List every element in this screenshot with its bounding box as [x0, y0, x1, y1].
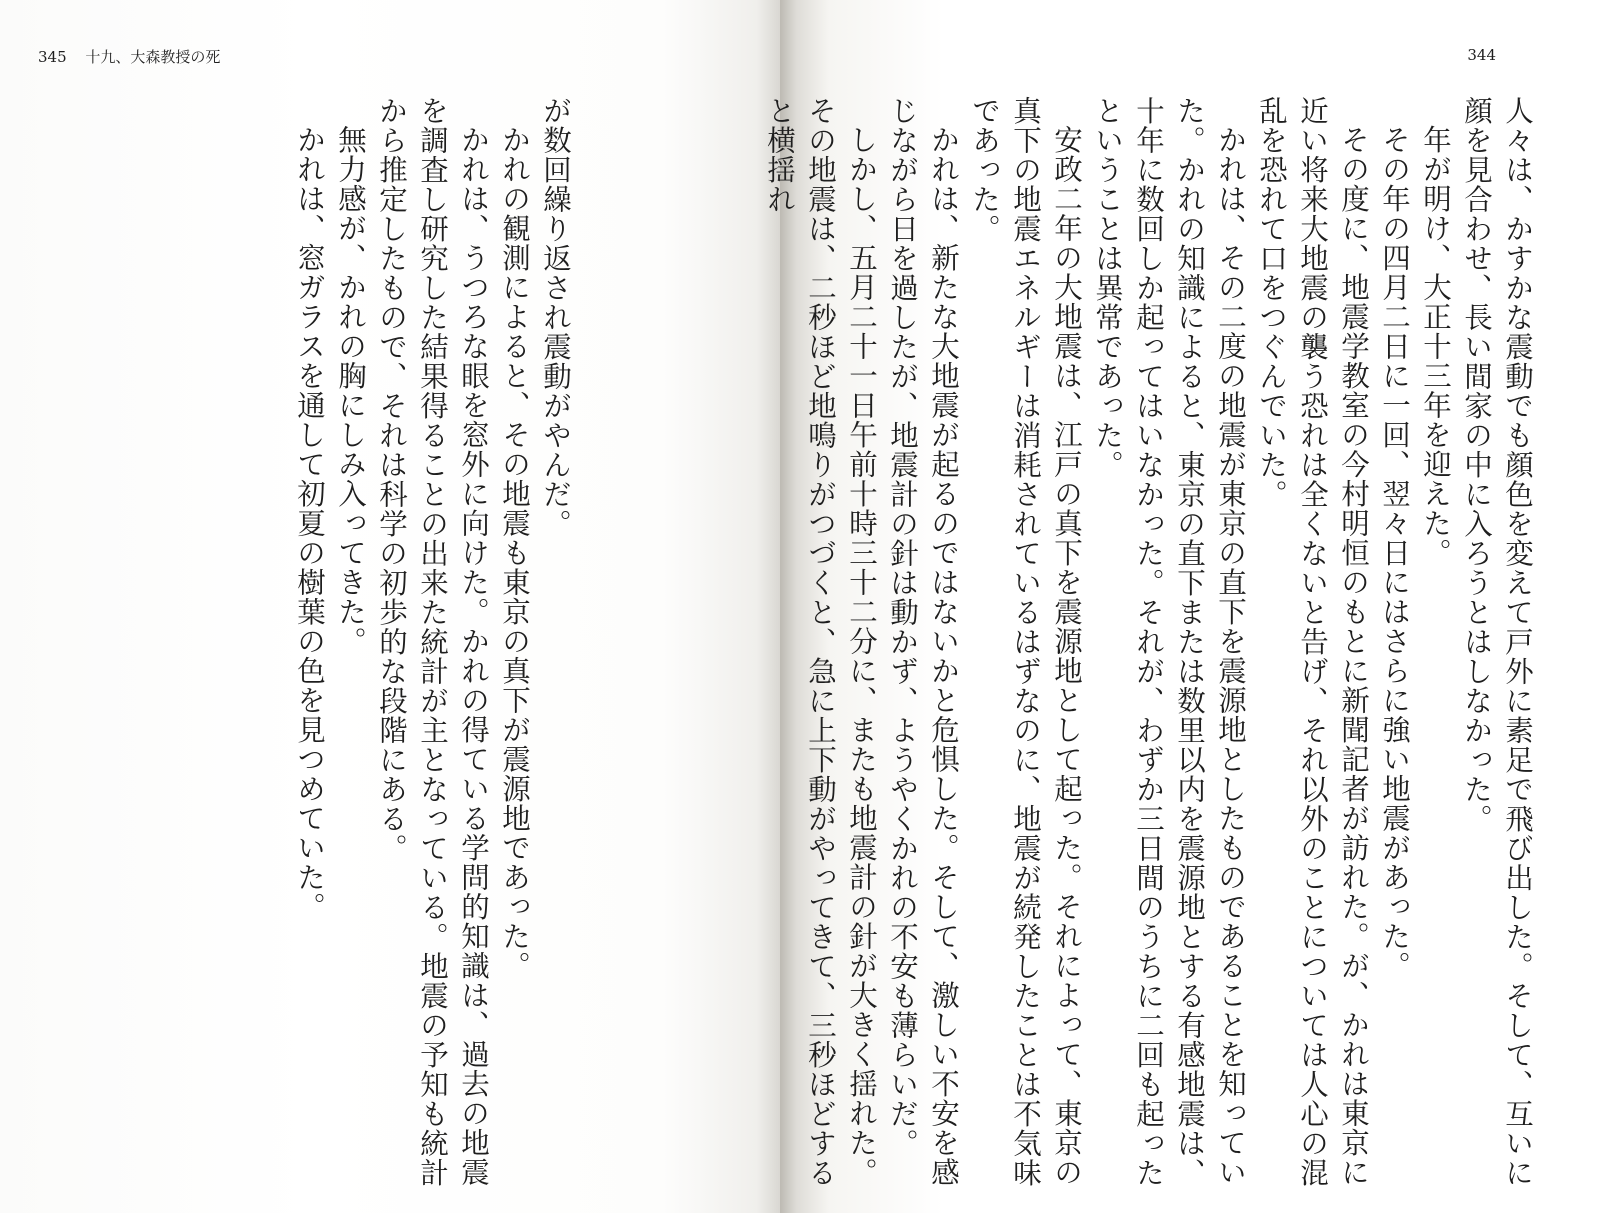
- left-page-body: [289, 96, 576, 1213]
- right-page-body: [759, 96, 1538, 1213]
- left-page: [0, 0, 780, 1213]
- right-paragraph-6: 安政二年の大地震は、江戸の真下を震源地として起った。それによって、東京の真下の地震エネルギーは消耗されているはずなのに、地震が続発したことは不気味であった。: [968, 96, 1083, 1188]
- left-page-header: [38, 46, 220, 67]
- left-paragraph-2: かれの観測によると、その地震も東京の真下が震源地であった。: [498, 124, 531, 980]
- left-paragraph-5: かれは、窓ガラスを通して初夏の樹葉の色を見つめていた。: [293, 124, 326, 921]
- right-paragraph-2: 年が明け、大正十三年を迎えた。: [1419, 124, 1452, 567]
- left-page-number: 345: [38, 48, 67, 66]
- right-paragraph-7: かれは、新たな大地震が起るのではないかと危惧した。そして、激しい不安を感じながら日を過したが、地震計の針は動かず、ようやくかれの不安も薄らいだ。: [886, 96, 960, 1187]
- left-paragraph-3: かれは、うつろな眼を窓外に向けた。かれの得ている学問的知識は、過去の地震を調査し研究した結果得ることの出来た統計が主となっている。地震の予知も統計から推定したもので、それは科学の初歩的な段階にある。: [375, 96, 490, 1188]
- right-page-number: 344: [1467, 46, 1496, 64]
- right-paragraph-4: その度に、地震学教室の今村明恒のもとに新聞記者が訪れた。が、かれは東京に近い将来大地震の襲う恐れは全くないと告げ、それ以外のことについては人心の混乱を恐れて口をつぐんでいた。: [1255, 96, 1370, 1188]
- right-paragraph-3: その年の四月二日に一回、翌々日にはさらに強い地震があった。: [1378, 124, 1411, 980]
- chapter-title: 十九、大森教授の死: [85, 48, 221, 66]
- right-page: [763, 0, 1600, 1213]
- right-paragraph-5: かれは、その二度の地震が東京の直下を震源地としたものであることを知っていた。かれの知識によると、東京の直下または数里以内を震源地とする有感地震は、十年に数回しか起ってはいなかった。それが、わずか三日間のうちに二回も起ったということは異常であった。: [1091, 96, 1247, 1188]
- left-paragraph-4: 無力感が、かれの胸にしみ入ってきた。: [334, 124, 367, 656]
- right-paragraph-8: しかし、五月二十一日午前十時三十二分に、またも地震計の針が大きく揺れた。その地震は、二秒ほど地鳴りがつづくと、急に上下動がやってきて、三秒ほどすると横揺れ: [763, 96, 878, 1188]
- left-paragraph-1: が数回繰り返され震動がやんだ。: [539, 96, 572, 539]
- right-paragraph-1: 人々は、かすかな震動でも顔色を変えて戸外に素足で飛び出した。そして、互いに顔を見合わせ、長い間家の中に入ろうとはしなかった。: [1460, 96, 1534, 1188]
